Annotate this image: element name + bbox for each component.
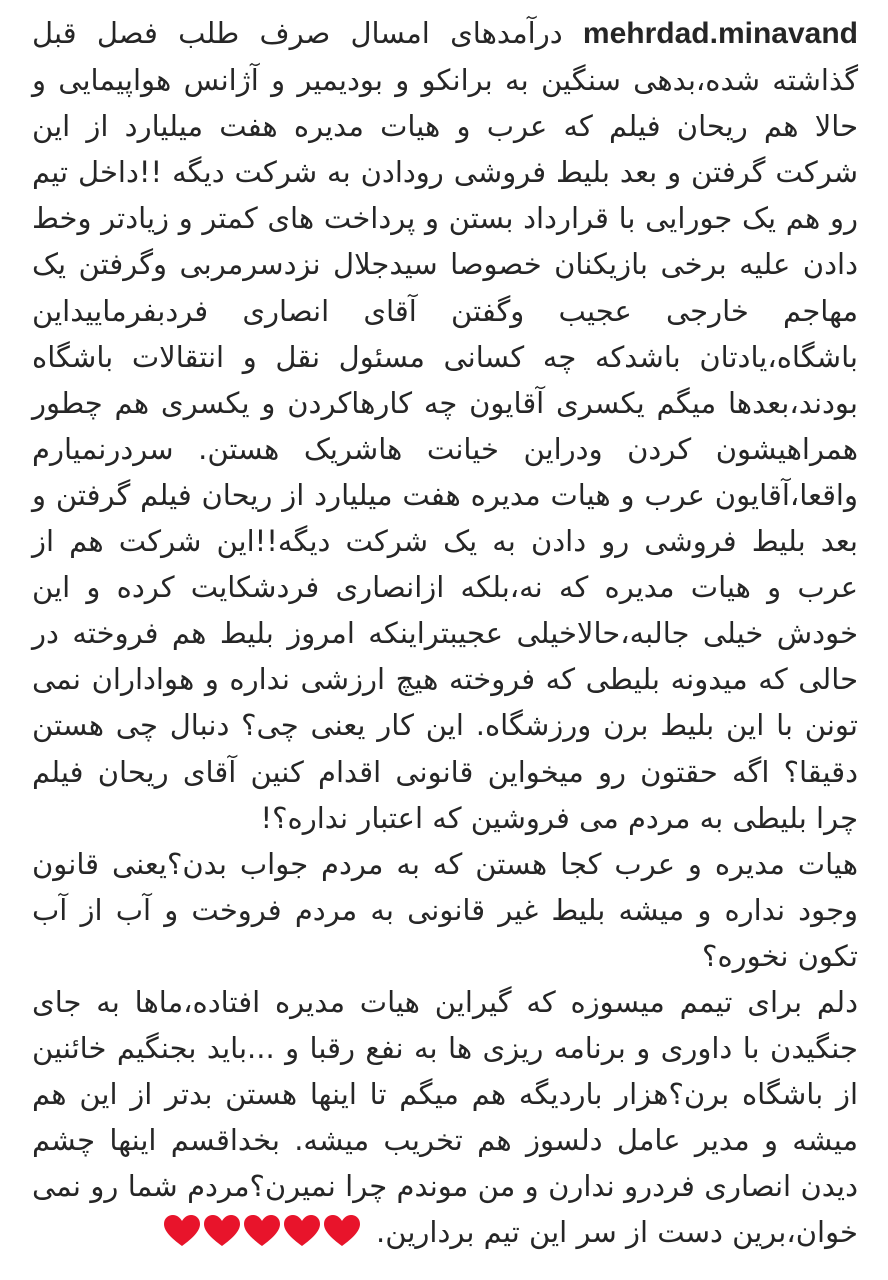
red-heart-icon — [243, 1214, 281, 1248]
caption-text-3: دلم برای تیمم میسوزه که گیراین هیات مدیره افتاده،ماها به جای جنگیدن با داوری و برنامه ریزی ها به نفع رقبا و ...باید بجنگیم خائنین از باشگاه برن؟هزار باردیگه هم میگم تا اینها هستن بدتر از این هم میشه و مدیر عامل دلسوز هم تخریب میشه. بخداقسم اینها چشم دیدن انصاری فردرو ندارن و من موندم چرا نمیرن؟مردم شما رو نمی خوان،برین دست از سر این تیم بردارین. — [32, 984, 858, 1250]
caption-paragraph-1 — [32, 10, 858, 841]
red-heart-icon — [323, 1214, 361, 1248]
username-link[interactable]: mehrdad.minavand — [582, 17, 858, 50]
caption-paragraph-3 — [32, 979, 858, 1262]
red-heart-icon — [203, 1214, 241, 1248]
red-heart-icon — [163, 1214, 201, 1248]
red-heart-icon — [283, 1214, 321, 1248]
caption-text-1: درآمدهای امسال صرف طلب فصل قبل گذاشته شده،بدهی سنگین به برانکو و بودیمیر و آژانس هواپیمایی و حالا هم ریحان فیلم که عرب و هیات مدیره هفت میلیارد از این شرکت گرفتن و بعد بلیط فروشی رودادن به شرکت دیگه !!داخل تیم رو هم یک جورایی با قرارداد بستن و پرداخت های کمتر و زیادتر وخط دادن علیه برخی بازیکنان خصوصا سیدجلال نزدسرمربی وگرفتن یک مهاجم خارجی عجیب وگفتن آقای انصاری فردبفرماییداین باشگاه،یادتان باشدکه چه کسانی مسئول نقل و انتقالات باشگاه بودند،بعدها میگم یکسری آقایون چه کارهاکردن و یکسری هم چطور همراهیشون کردن ودراین خیانت هاشریک هستن. سردرنمیارم واقعا،آقایون عرب و هیات مدیره هفت میلیارد از ریحان فیلم گرفتن و بعد بلیط فروشی رو دادن به یک شرکت دیگه!!این شرکت هم از عرب و هیات مدیره که نه،بلکه ازانصاری فردشکایت کرده و این خودش خیلی جالبه،حالاخیلی عجیبتراینکه امروز بلیط هم فروخته در حالی که میدونه بلیطی که فروخته هیچ ارزشی نداره و هواداران نمی تونن با این بلیط برن ورزشگاه. این کار یعنی چی؟ دنبال چی هستن دقیقا؟ اگه حقتون رو میخواین قانونی اقدام کنین آقای ریحان فیلم چرا بلیطی به مردم می فروشین که اعتبار نداره؟! — [32, 16, 858, 835]
caption-paragraph-2: هیات مدیره و عرب کجا هستن که به مردم جواب بدن؟یعنی قانون وجود نداره و میشه بلیط غیر قانونی به مردم فروخت و آب از آب تکون نخوره؟ — [32, 846, 858, 973]
hearts-emoji-row — [161, 1214, 361, 1261]
